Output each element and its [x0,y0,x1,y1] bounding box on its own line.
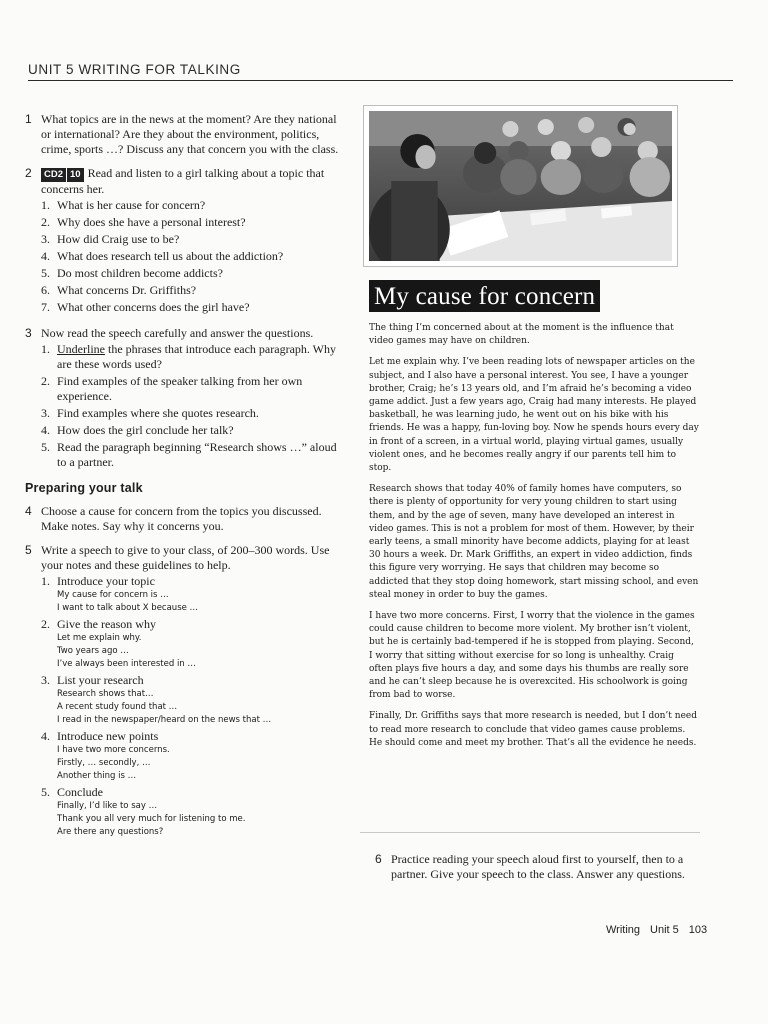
article-headline: My cause for concern [369,280,600,312]
list-item [41,374,345,404]
list-text: Read the paragraph beginning “Research shows …” aloud to a partner. [57,440,337,469]
list-number: 2. [41,374,50,388]
question-number: 1 [25,112,32,126]
list-item [41,198,345,213]
guidelines-list [41,574,345,839]
footer-unit: Unit 5 [650,924,679,936]
guideline-item [41,617,345,671]
list-item [41,440,345,470]
list-text: What concerns Dr. Griffiths? [57,283,197,297]
classroom-photo [363,105,678,267]
useful-phrase: Are there any questions? [57,827,164,837]
useful-phrase: A recent study found that … [57,702,178,712]
classroom-photo-image [369,111,672,261]
guideline-title: Conclude [57,785,103,799]
question-2 [25,166,345,317]
list-number: 3. [41,673,50,687]
guideline-item [41,729,345,783]
list-text: Find examples where she quotes research. [57,406,259,420]
divider [360,832,700,833]
question-text: What topics are in the news at the moment? Are they national or international? Are they about the environment, politics, crime, sports …? Discuss any that concern you with the class. [41,112,339,156]
useful-phrase: I’ve always been interested in … [57,659,196,669]
list-item [41,423,345,438]
list-number: 7. [41,300,50,314]
useful-phrase: I have two more concerns. [57,745,170,755]
list-number: 1. [41,574,50,588]
page-footer [606,924,717,936]
question-number: 3 [25,326,32,340]
footer-section: Writing [606,924,641,936]
article-paragraph: The thing I’m concerned about at the moment is the influence that video games may have on children. [369,323,674,347]
question-1 [25,112,345,157]
list-number: 2. [41,215,50,229]
question-number: 4 [25,504,32,518]
guideline-title: Introduce new points [57,729,159,743]
question-6 [375,852,705,882]
question-number: 2 [25,166,32,180]
list-text: How does the girl conclude her talk? [57,423,234,437]
guideline-title: List your research [57,673,144,687]
useful-phrase: My cause for concern is … [57,590,169,600]
list-number: 5. [41,266,50,280]
useful-phrase: I want to talk about X because … [57,603,199,613]
unit-title: UNIT 5 WRITING FOR TALKING [28,62,241,77]
list-number: 5. [41,440,50,454]
section-heading: Preparing your talk [25,481,143,495]
article-paragraph: Let me explain why. I’ve been reading lots of newspaper articles on the subject, and I also have a personal interest. You see, I have a younger brother, Craig; he’s 13 years old, and I’m afraid he’s becoming a video game addict. Just a few years ago, Craig had many interests. He played basketball, he was learning judo, he went out on his bike with his friends. He was a happy, fun-loving boy. Now he spends hours every day in front of a screen, in a virtual world, playing virtual games, usually violent ones, and he becomes really angry if our parents tell him to stop. [369,357,699,474]
list-text: Why does she have a personal interest? [57,215,246,229]
list-text: How did Craig use to be? [57,232,180,246]
page-header [28,62,733,81]
guideline-item [41,574,345,615]
question-4 [25,504,345,534]
question-text: Choose a cause for concern from the topics you discussed. Make notes. Say why it concerns you. [41,504,322,533]
underlined-word: Underline [57,342,105,356]
list-item [41,215,345,230]
question-number: 5 [25,543,32,557]
list-item [41,406,345,421]
list-number: 5. [41,785,50,799]
audio-cd-icon: CD2 [41,168,66,182]
question-text: Now read the speech carefully and answer the questions. [41,326,314,340]
list-text: What does research tell us about the addiction? [57,249,284,263]
list-text: Find examples of the speaker talking from her own experience. [57,374,303,403]
useful-phrase: Two years ago … [57,646,129,656]
useful-phrase: Firstly, … secondly, … [57,758,151,768]
question-text: Read and listen to a girl talking about a topic that concerns her. [41,166,325,196]
list-text: the phrases that introduce each paragraph. Why are these words used? [57,342,337,371]
question-2-list [41,198,345,315]
list-number: 3. [41,406,50,420]
list-number: 3. [41,232,50,246]
list-number: 2. [41,617,50,631]
list-number: 4. [41,729,50,743]
useful-phrase: Another thing is … [57,771,137,781]
guideline-title: Give the reason why [57,617,156,631]
article-paragraph: Research shows that today 40% of family homes have computers, so there is plenty of opportunity for very young children to start using them, and by the age of seven, many have developed an interest in video games. This is not a problem for most of them. However, by their early teens, a small minority have become addicts, playing for at least 30 hours a week. Dr. Mark Griffiths, an expert in video addiction, finds this figure very worrying. He says that children may become so addicted that they stop doing homework, start missing school, and even steal money in order to buy the games. [369,484,699,600]
article-body [369,322,699,750]
list-number: 1. [41,342,50,356]
useful-phrase: I read in the newspaper/heard on the news that … [57,715,272,725]
question-text: Practice reading your speech aloud first to yourself, then to a partner. Give your speech to the class. Answer any questions. [391,852,685,881]
question-text: Write a speech to give to your class, of 200–300 words. Use your notes and these guidelines to help. [41,543,330,572]
article-paragraph: I have two more concerns. First, I worry that the violence in the games could cause children to become more violent. My brother isn’t violent, but he is certainly bad-tempered if he is stopped from playing. Second, I worry that sitting without exercise for so long is unhealthy. Craig often plays five hours a day, and some days his thumbs are really sore and he can’t sleep because he is overexcited. His schoolwork is going from bad to worse. [369,611,695,701]
guideline-item [41,673,345,727]
useful-phrase: Finally, I’d like to say … [57,801,158,811]
list-item [41,342,345,372]
list-text: Do most children become addicts? [57,266,223,280]
page-number: 103 [688,924,708,936]
list-item [41,266,345,281]
list-number: 6. [41,283,50,297]
audio-track-badge: 10 [67,168,84,182]
speech-article [369,280,699,758]
list-item [41,232,345,247]
useful-phrase: Let me explain why. [57,633,142,643]
guideline-item [41,785,345,839]
list-item [41,249,345,264]
list-item [41,283,345,298]
list-number: 4. [41,249,50,263]
question-3 [25,326,345,472]
list-item [41,300,345,315]
question-3-list [41,342,345,470]
list-number: 4. [41,423,50,437]
question-number: 6 [375,852,382,866]
useful-phrase: Research shows that… [57,689,154,699]
guideline-title: Introduce your topic [57,574,155,588]
article-paragraph: Finally, Dr. Griffiths says that more research is needed, but I don’t need to read more research to conclude that video games cause problems. He should come and meet my brother. That’s all the evidence he needs. [369,711,697,748]
list-text: What is her cause for concern? [57,198,206,212]
list-number: 1. [41,198,50,212]
useful-phrase: Thank you all very much for listening to me. [57,814,246,824]
question-5 [25,543,345,841]
exercise-column [25,112,345,850]
list-text: What other concerns does the girl have? [57,300,250,314]
